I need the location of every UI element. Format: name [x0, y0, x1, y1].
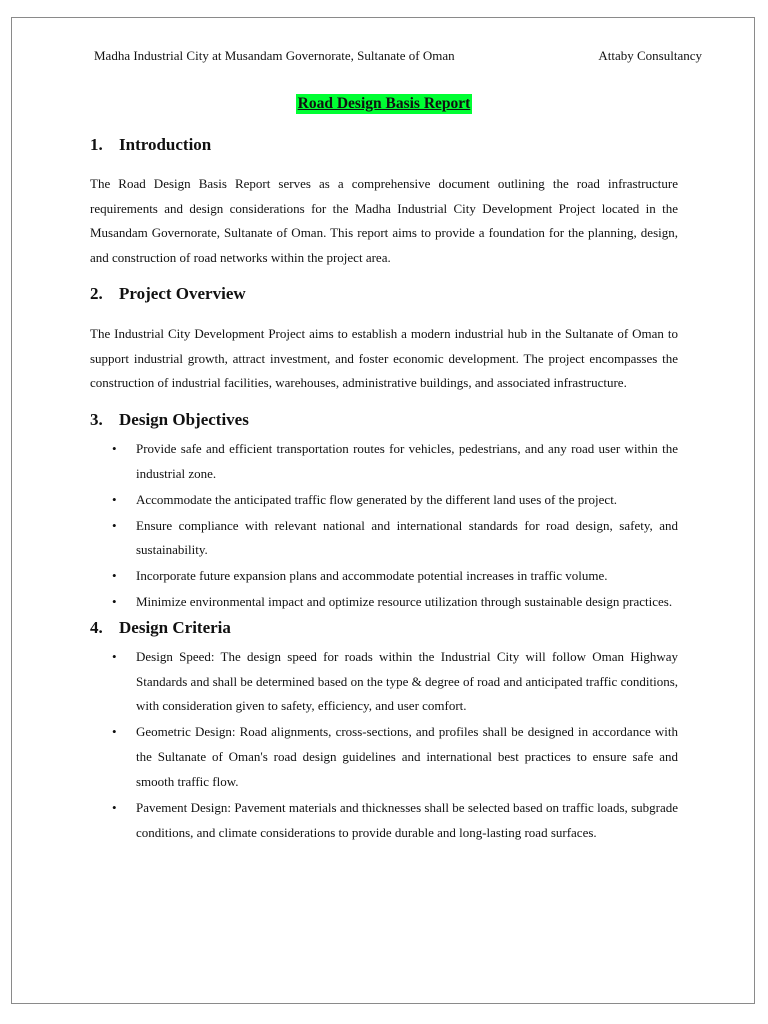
design-criteria-list — [90, 645, 678, 845]
section-number: 2. — [90, 283, 103, 303]
list-item: • Ensure compliance with relevant national and international standards for road design, safety, and sustainability. — [90, 514, 678, 563]
introduction-paragraph: The Road Design Basis Report serves as a comprehensive document outlining the road infrastructure requirements and design considerations for the Madha Industrial City Development Project located in the Musandam Governorate, Sultanate of Oman. This report aims to provide a foundation for the planning, design, and construction of road networks within the project area. — [90, 176, 678, 266]
report-title: Road Design Basis Report — [297, 95, 471, 112]
section-heading-introduction — [90, 134, 678, 156]
list-item: • Geometric Design: Road alignments, cross-sections, and profiles shall be designed in accordance with the Sultanate of Oman's road design guidelines and international best practices to ensure safe and smooth traffic flow. — [90, 720, 678, 794]
design-objectives-list — [90, 437, 678, 615]
list-item: • Design Speed: The design speed for roads within the Industrial City will follow Oman Highway Standards and shall be determined based on the type & degree of road and anticipated traffic conditions, with consideration given to safety, efficiency, and user comfort. — [90, 645, 678, 719]
list-item: • Pavement Design: Pavement materials and thicknesses shall be selected based on traffic loads, subgrade conditions, and climate considerations to provide durable and long-lasting road surfaces. — [90, 796, 678, 845]
section-heading-project-overview — [90, 283, 678, 305]
list-item: • Minimize environmental impact and optimize resource utilization through sustainable design practices. — [90, 590, 678, 615]
section-title: Project Overview — [119, 283, 246, 303]
list-item: • Provide safe and efficient transportation routes for vehicles, pedestrians, and any road user within the industrial zone. — [90, 437, 678, 486]
list-item: • Accommodate the anticipated traffic flow generated by the different land uses of the project. — [90, 488, 678, 513]
section-number: 3. — [90, 409, 103, 429]
section-heading-design-objectives — [90, 409, 678, 431]
report-body — [90, 134, 678, 847]
project-overview-paragraph: The Industrial City Development Project aims to establish a modern industrial hub in the Sultanate of Oman to support industrial growth, attract investment, and foster economic development. The project encompasses the construction of industrial facilities, warehouses, administrative buildings, and associated infrastructure. — [90, 325, 678, 391]
section-title: Design Criteria — [119, 618, 231, 638]
header-project-name: Madha Industrial City at Musandam Governorate, Sultanate of Oman — [94, 48, 455, 63]
section-number: 4. — [90, 618, 103, 638]
title-container — [12, 94, 755, 114]
section-heading-design-criteria — [90, 617, 678, 639]
section-number: 1. — [90, 135, 103, 154]
section-title: Design Objectives — [119, 409, 249, 429]
document-page — [11, 17, 755, 1004]
header-company-name: Attaby Consultancy — [598, 48, 702, 63]
list-item: • Incorporate future expansion plans and accommodate potential increases in traffic volume. — [90, 564, 678, 589]
section-title: Introduction — [119, 135, 212, 154]
